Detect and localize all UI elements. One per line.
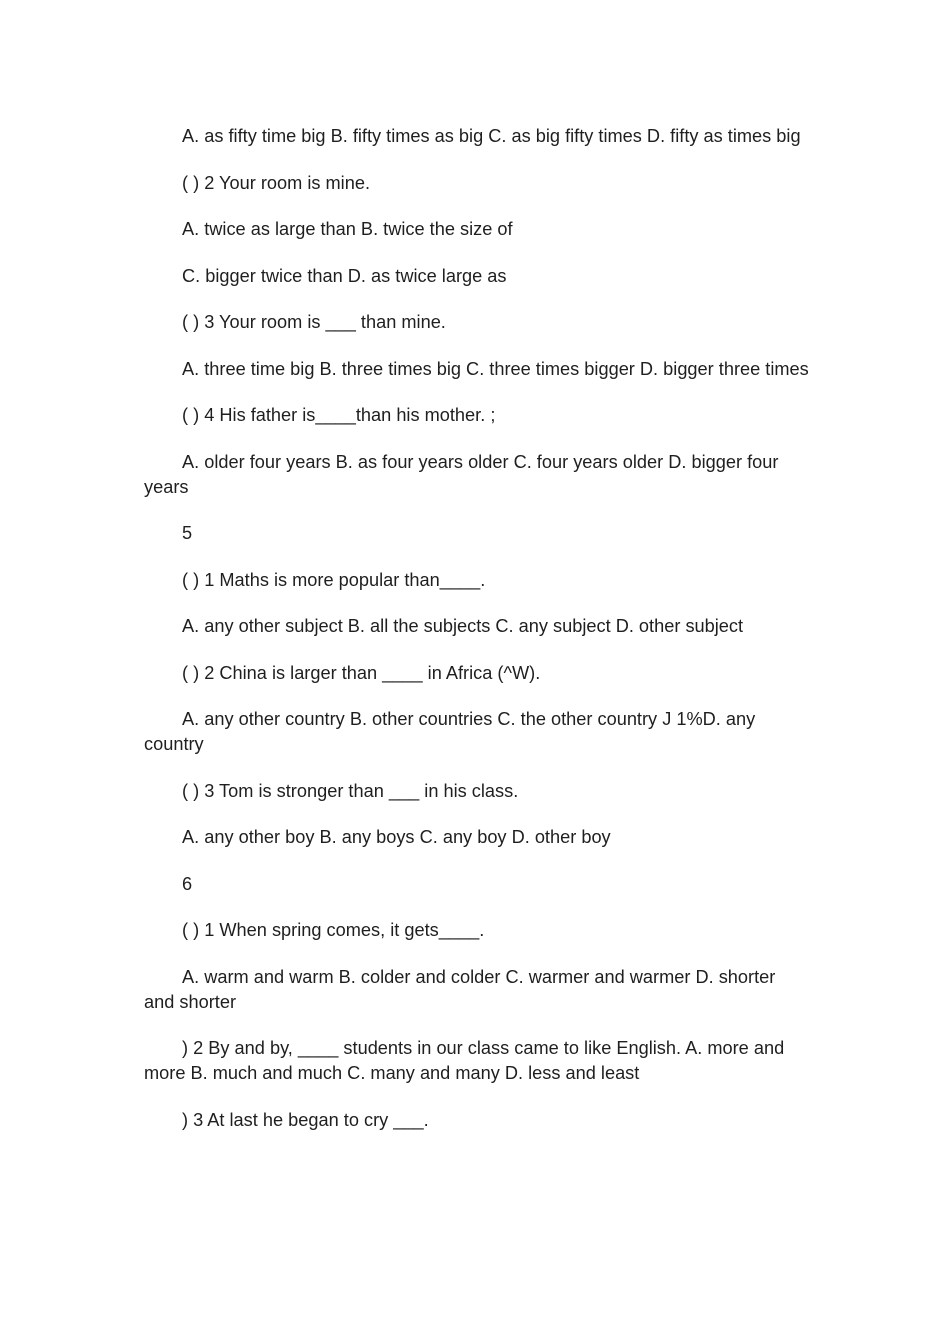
- document-page: [144, 124, 809, 1154]
- question: ( ) 3 Tom is stronger than ___ in his class.: [182, 780, 519, 801]
- question: ( ) 1 When spring comes, it gets____.: [182, 920, 485, 940]
- answer-options: A. any other subject B. all the subjects C. any subject D. other subject: [182, 616, 744, 636]
- question: ( ) 1 Maths is more popular than____.: [182, 569, 486, 590]
- question: ( ) 2 Your room is mine.: [182, 172, 371, 193]
- question: ( ) 2 China is larger than ____ in Africa (^W).: [182, 662, 541, 683]
- answer-options: A. older four years B. as four years older C. four years older D. bigger four years: [144, 451, 779, 497]
- question: ) 2 By and by, ____ students in our class came to like English. A. more and more B. much and much C. many and many D. less and least: [144, 1038, 785, 1083]
- answer-options: A. any other country B. other countries C. the other country J 1%D. any country: [144, 709, 756, 754]
- answer-options: A. three time big B. three times big C. three times bigger D. bigger three times: [182, 358, 809, 379]
- answer-options: A. as fifty time big B. fifty times as big C. as big fifty times D. fifty as times big: [182, 126, 801, 146]
- answer-options: A. twice as large than B. twice the size of: [182, 219, 513, 239]
- question: ( ) 4 His father is____than his mother. ;: [182, 405, 496, 425]
- question: ) 3 At last he began to cry ___.: [182, 1109, 429, 1130]
- section-number: 5: [182, 523, 193, 543]
- answer-options: A. any other boy B. any boys C. any boy D. other boy: [182, 827, 611, 847]
- question: ( ) 3 Your room is ___ than mine.: [182, 312, 446, 332]
- answer-options: C. bigger twice than D. as twice large as: [182, 265, 507, 286]
- answer-options: A. warm and warm B. colder and colder C. warmer and warmer D. shorter and shorter: [144, 966, 776, 1012]
- section-number: 6: [182, 873, 193, 894]
